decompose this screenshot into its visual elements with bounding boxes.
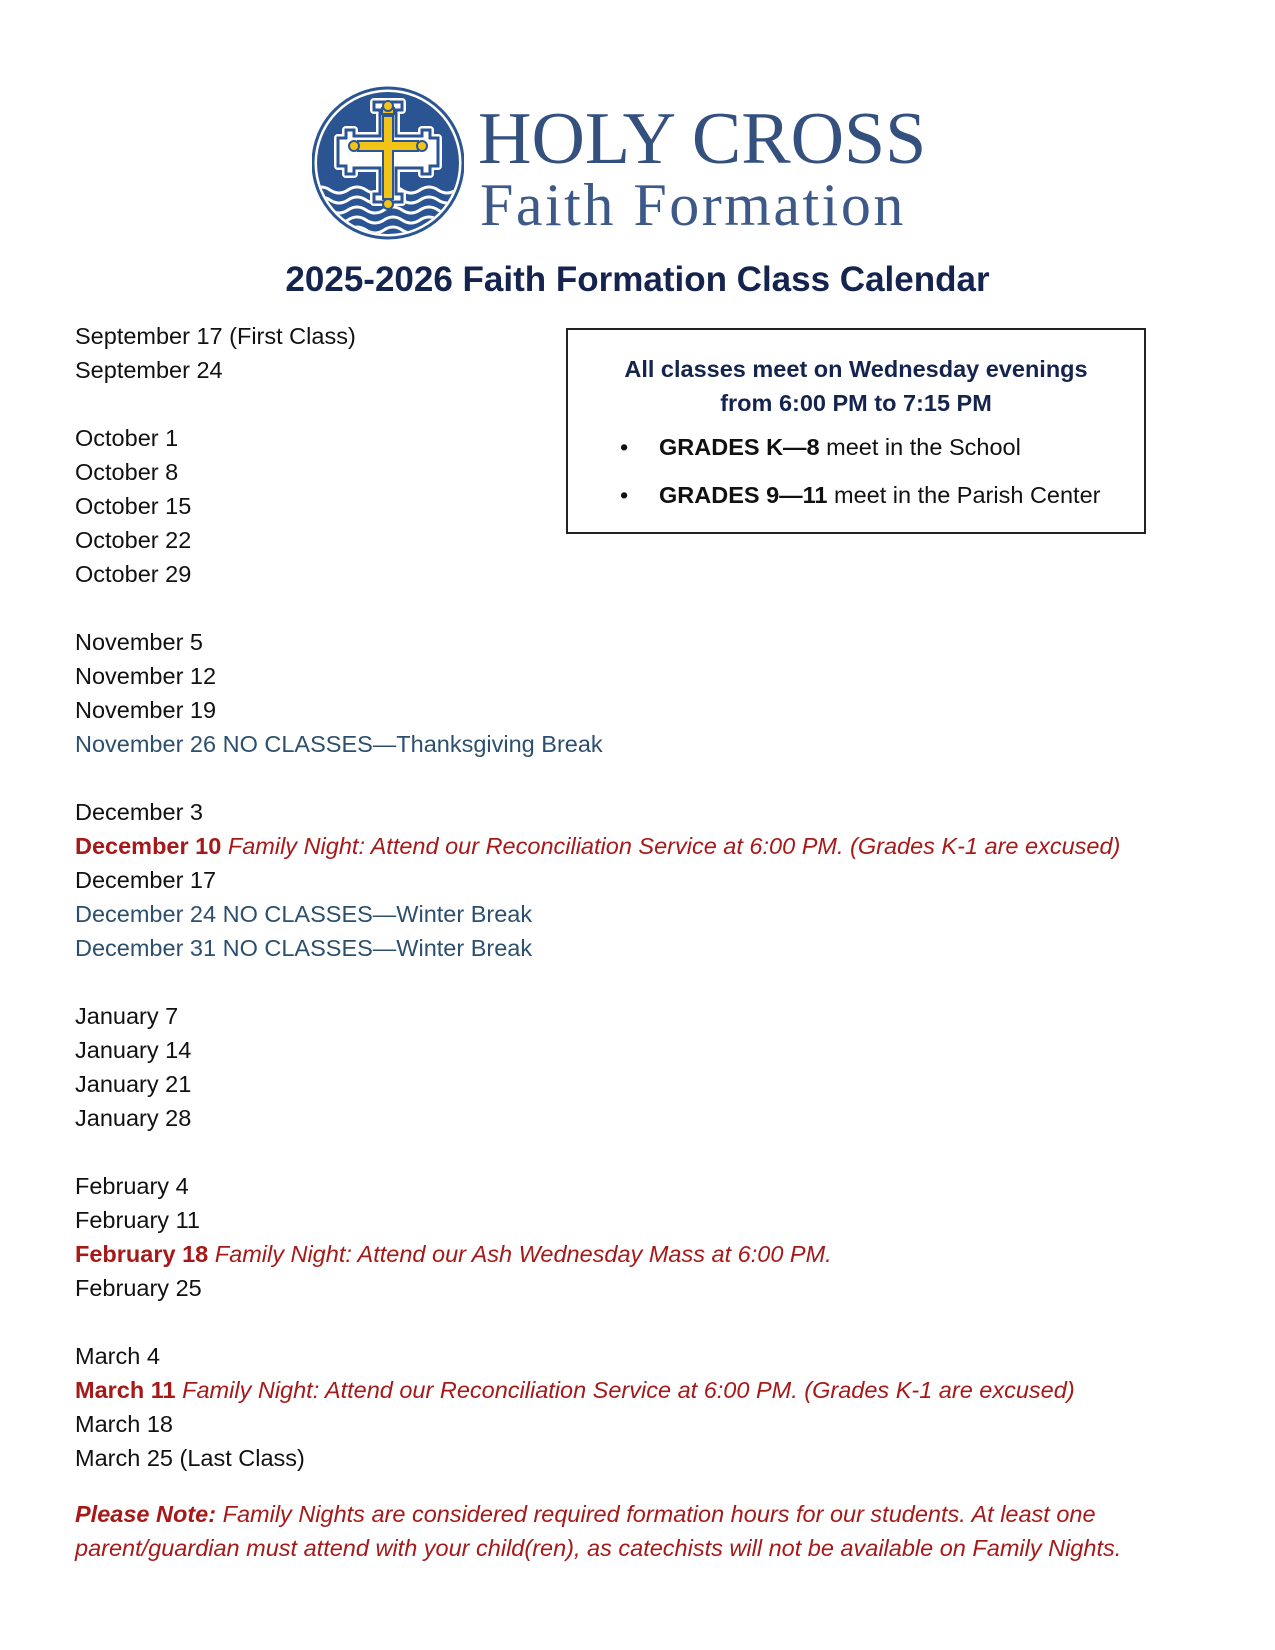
no-class-entry: November 26 NO CLASSES—Thanksgiving Break — [75, 731, 603, 757]
bullet-icon: • — [620, 434, 629, 460]
month-group — [75, 1169, 1225, 1305]
family-night-entry — [75, 829, 1225, 863]
logo-subtitle: Faith Formation — [480, 172, 906, 238]
class-date-entry: September 17 (First Class) — [75, 323, 356, 349]
no-class-entry: December 24 NO CLASSES—Winter Break — [75, 901, 533, 927]
class-date-entry: October 22 — [75, 527, 192, 553]
class-date-entry: January 14 — [75, 1037, 192, 1063]
class-date-entry: October 29 — [75, 561, 192, 587]
family-night-description: Family Night: Attend our Ash Wednesday Mass at 6:00 PM. — [208, 1241, 832, 1267]
meeting-heading-line2: from 6:00 PM to 7:15 PM — [720, 390, 992, 416]
class-date-entry: October 15 — [75, 493, 192, 519]
month-group — [75, 999, 1225, 1135]
class-date-entry: December 17 — [75, 867, 217, 893]
class-date-entry: October 8 — [75, 459, 179, 485]
class-date-entry: October 1 — [75, 425, 179, 451]
logo-title: HOLY CROSS — [478, 98, 927, 180]
family-night-description: Family Night: Attend our Reconciliation Service at 6:00 PM. (Grades K-1 are excused) — [221, 833, 1121, 859]
class-date-entry: November 19 — [75, 697, 217, 723]
class-date-entry: September 24 — [75, 357, 223, 383]
family-night-date: December 10 — [75, 833, 222, 859]
meeting-time-heading — [568, 352, 1144, 420]
class-date-entry: January 7 — [75, 1003, 179, 1029]
class-date-entry: November 5 — [75, 629, 203, 655]
please-note — [75, 1497, 1225, 1565]
class-date-entry: November 12 — [75, 663, 217, 689]
class-date-entry: December 3 — [75, 799, 203, 825]
class-date-entry: January 28 — [75, 1105, 192, 1131]
meeting-heading-line1: All classes meet on Wednesday evenings — [624, 356, 1088, 382]
bullet-icon: • — [620, 482, 629, 508]
grade-location: meet in the School — [819, 434, 1021, 460]
cross-emblem-icon — [312, 86, 464, 240]
month-group — [75, 1339, 1225, 1475]
no-class-entry: December 31 NO CLASSES—Winter Break — [75, 935, 533, 961]
month-group — [75, 795, 1225, 965]
meeting-info-box — [566, 328, 1146, 534]
class-date-entry: March 18 — [75, 1411, 173, 1437]
page-title: 2025-2026 Faith Formation Class Calendar — [285, 260, 990, 299]
month-group — [75, 625, 1225, 761]
grade-range: GRADES K—8 — [659, 434, 820, 460]
family-night-entry — [75, 1373, 1225, 1407]
class-date-entry: February 11 — [75, 1207, 200, 1233]
note-label: Please Note: — [75, 1501, 217, 1527]
class-date-entry: January 21 — [75, 1071, 192, 1097]
grade-range: GRADES 9—11 — [659, 482, 828, 508]
family-night-description: Family Night: Attend our Reconciliation Service at 6:00 PM. (Grades K-1 are excused) — [175, 1377, 1075, 1403]
grade-location: meet in the Parish Center — [827, 482, 1101, 508]
grade-location-item — [568, 478, 1144, 526]
family-night-date: March 11 — [75, 1377, 176, 1403]
class-date-entry: March 25 (Last Class) — [75, 1445, 305, 1471]
class-date-entry: February 25 — [75, 1275, 202, 1301]
family-night-date: February 18 — [75, 1241, 209, 1267]
note-text: Family Nights are considered required formation hours for our students. At least one parent/guardian must attend with your child(ren), as catechists will not be available on Family Nights. — [75, 1501, 1122, 1561]
grade-location-item — [568, 430, 1144, 478]
grade-location-list — [568, 430, 1144, 526]
holy-cross-logo — [312, 86, 952, 246]
class-date-entry: February 4 — [75, 1173, 189, 1199]
class-date-entry: March 4 — [75, 1343, 160, 1369]
family-night-entry — [75, 1237, 1225, 1271]
